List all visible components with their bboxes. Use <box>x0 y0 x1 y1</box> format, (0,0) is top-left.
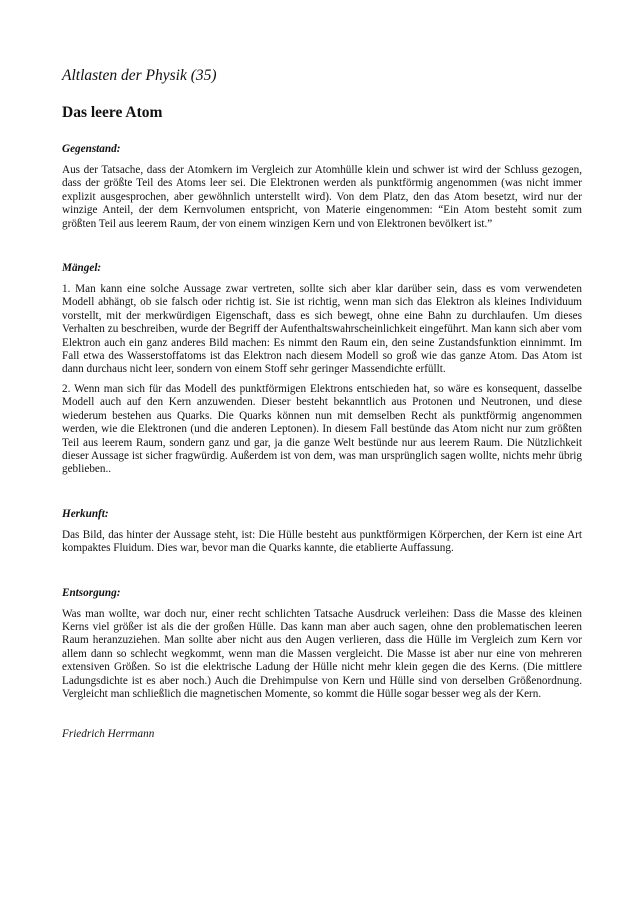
section-heading-herkunft: Herkunft: <box>62 507 109 520</box>
series-title: Altlasten der Physik (35) <box>62 67 217 84</box>
section-gegenstand <box>62 142 582 231</box>
paragraph: 2. Wenn man sich für das Modell des punktförmigen Elektrons entschieden hat, so wäre es konsequent, dasselbe Modell auch auf den Kern anzuwenden. Dieser besteht bekanntlich aus Protonen und Neutronen, und diese wiederum bestehen aus Quarks. Die Quarks können nun mit demselben Recht als punktförmig angenommen werden, wie die Elektronen (und die anderen Leptonen). In diesem Fall bestünde das Atom nicht nur zum größten Teil aus leerem Raum, sondern ganz und gar, ja die ganze Welt bestünde nur aus leerem Raum. Die Nützlichkeit dieser Aussage ist sicher fragwürdig. Außerdem ist von dem, was man ursprünglich sagen wollte, nichts mehr übrig geblieben.. <box>62 382 582 476</box>
article-title: Das leere Atom <box>62 104 163 121</box>
author-name: Friedrich Herrmann <box>62 728 155 741</box>
paragraph: Aus der Tatsache, dass der Atomkern im Vergleich zur Atomhülle klein und schwer ist wird der Schluss gezogen, dass der größte Teil des Atoms leer sei. Die Elektronen werden als punktförmig angenommen (was nicht immer explizit ausgesprochen, aber gewöhnlich unterstellt wird). Von dem Platz, den das Atom besetzt, wird nur der winzige Anteil, der dem Kernvolumen entspricht, von Materie eingenommen: “Ein Atom besteht somit zum größten Teil aus leerem Raum, der von einem winzigen Kern und von Elektronen bevölkert ist.” <box>62 164 582 230</box>
paragraph: Was man wollte, war doch nur, einer recht schlichten Tatsache Ausdruck verleihen: Dass die Masse des kleinen Kerns viel größer ist als die der großen Hülle. Das kann man aber auch sagen, ohne den problematischen leeren Raum heranzuziehen. Man sollte aber nicht aus den Augen verlieren, dass die Hülle im Vergleich zum Kern vor allem dann so schlecht wegkommt, wenn man die Massen vergleicht. Die Masse ist aber nur eine von mehreren extensiven Größen. So ist die elektrische Ladung der Hülle nicht mehr klein gegen die des Kerns. (Die mittlere Ladungsdichte ist es aber noch.) Auch die Drehimpulse von Kern und Hülle sind von derselben Größenordnung. Vergleicht man schließlich die magnetischen Momente, so kommt die Hülle sogar besser weg als der Kern. <box>62 607 582 700</box>
paragraph: 1. Man kann eine solche Aussage zwar vertreten, sollte sich aber klar darüber sein, dass es vom verwendeten Modell abhängt, ob sie falsch oder richtig ist. Sie ist richtig, wenn man sich das Elektron als kleines Individuum vorstellt, mit der merkwürdigen Eigenschaft, dass es sich bewegt, ohne eine Bahn zu durchlaufen. Um dieses Verhalten zu beschreiben, wurde der Begriff der Aufenthaltswahrscheinlichkeit eingeführt. Man kann sich aber vom Elektron auch ein ganz anderes Bild machen: Es nimmt den Raum ein, den seine Zustandsfunktion einnimmt. Im Fall etwa des Wasserstoffatoms ist das Elektron nach diesem Modell so groß wie das ganze Atom. Das Atom ist dann durchaus nicht leer, sondern von einem Stoff sehr geringer Massendichte erfüllt. <box>62 283 582 376</box>
section-heading-maengel: Mängel: <box>62 262 102 275</box>
paragraph: Das Bild, das hinter der Aussage steht, ist: Die Hülle besteht aus punktförmigen Körperchen, der Kern ist eine Art kompaktes Fluidum. Dies war, bevor man die Quarks kannte, die etablierte Auffassung. <box>62 528 582 555</box>
section-heading-entsorgung: Entsorgung: <box>62 586 121 599</box>
section-entsorgung <box>62 586 582 702</box>
section-maengel <box>62 261 582 477</box>
section-herkunft <box>62 507 582 556</box>
section-heading-gegenstand: Gegenstand: <box>62 143 121 155</box>
